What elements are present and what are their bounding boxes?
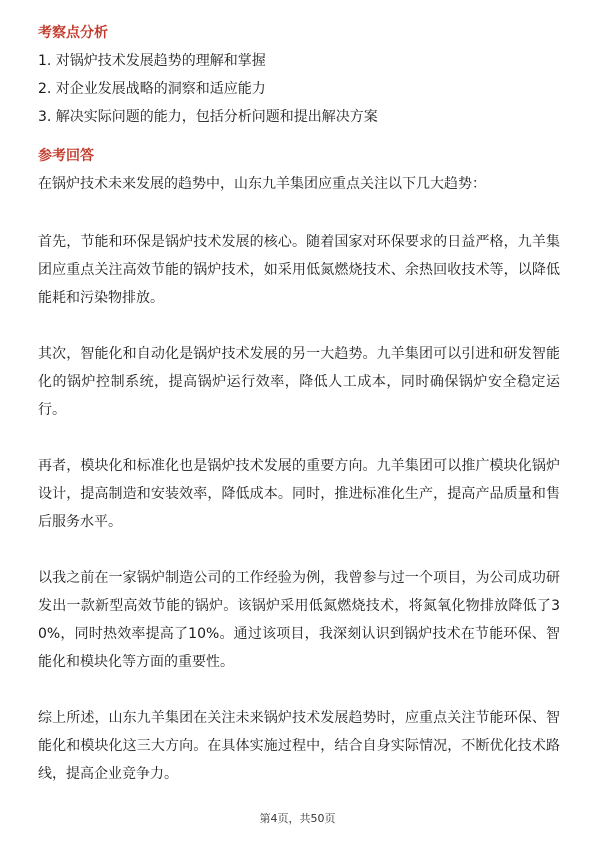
answer-paragraph: 首先，节能和环保是锅炉技术发展的核心。随着国家对环保要求的日益严格，九羊集团应重点关注高效节能的锅炉技术，如采用低氮燃烧技术、余热回收技术等，以降低能耗和污染物排放。: [38, 234, 560, 306]
page-number: 第4页，共50页: [259, 812, 336, 825]
answer-paragraph: 以我之前在一家锅炉制造公司的工作经验为例，我曾参与过一个项目，为公司成功研发出一款新型高效节能的锅炉。该锅炉采用低氮燃烧技术，将氮氧化物排放降低了30%，同时热效率提高了10%。通过该项目，我深刻认识到锅炉技术在节能环保、智能化和模块化等方面的重要性。: [38, 570, 560, 670]
list-item: 2. 对企业发展战略的洞察和适应能力: [38, 81, 266, 97]
answer-paragraph: 综上所述，山东九羊集团在关注未来锅炉技术发展趋势时，应重点关注节能环保、智能化和模块化这三大方向。在具体实施过程中，结合自身实际情况，不断优化技术路线，提高企业竞争力。: [38, 710, 560, 782]
section-title-analysis: 考察点分析: [38, 25, 108, 41]
answer-intro: 在锅炉技术未来发展的趋势中，山东九羊集团应重点关注以下几大趋势：: [38, 176, 486, 192]
analysis-list: [38, 52, 378, 136]
section-title-answer: 参考回答: [38, 148, 94, 164]
list-item: 3. 解决实际问题的能力，包括分析问题和提出解决方案: [38, 109, 378, 125]
list-item: 1. 对锅炉技术发展趋势的理解和掌握: [38, 53, 266, 69]
answer-paragraph: 再者，模块化和标准化也是锅炉技术发展的重要方向。九羊集团可以推广模块化锅炉设计，提高制造和安装效率，降低成本。同时，推进标准化生产，提高产品质量和售后服务水平。: [38, 458, 560, 530]
answer-paragraph: 其次，智能化和自动化是锅炉技术发展的另一大趋势。九羊集团可以引进和研发智能化的锅炉控制系统，提高锅炉运行效率，降低人工成本，同时确保锅炉安全稳定运行。: [38, 346, 560, 418]
